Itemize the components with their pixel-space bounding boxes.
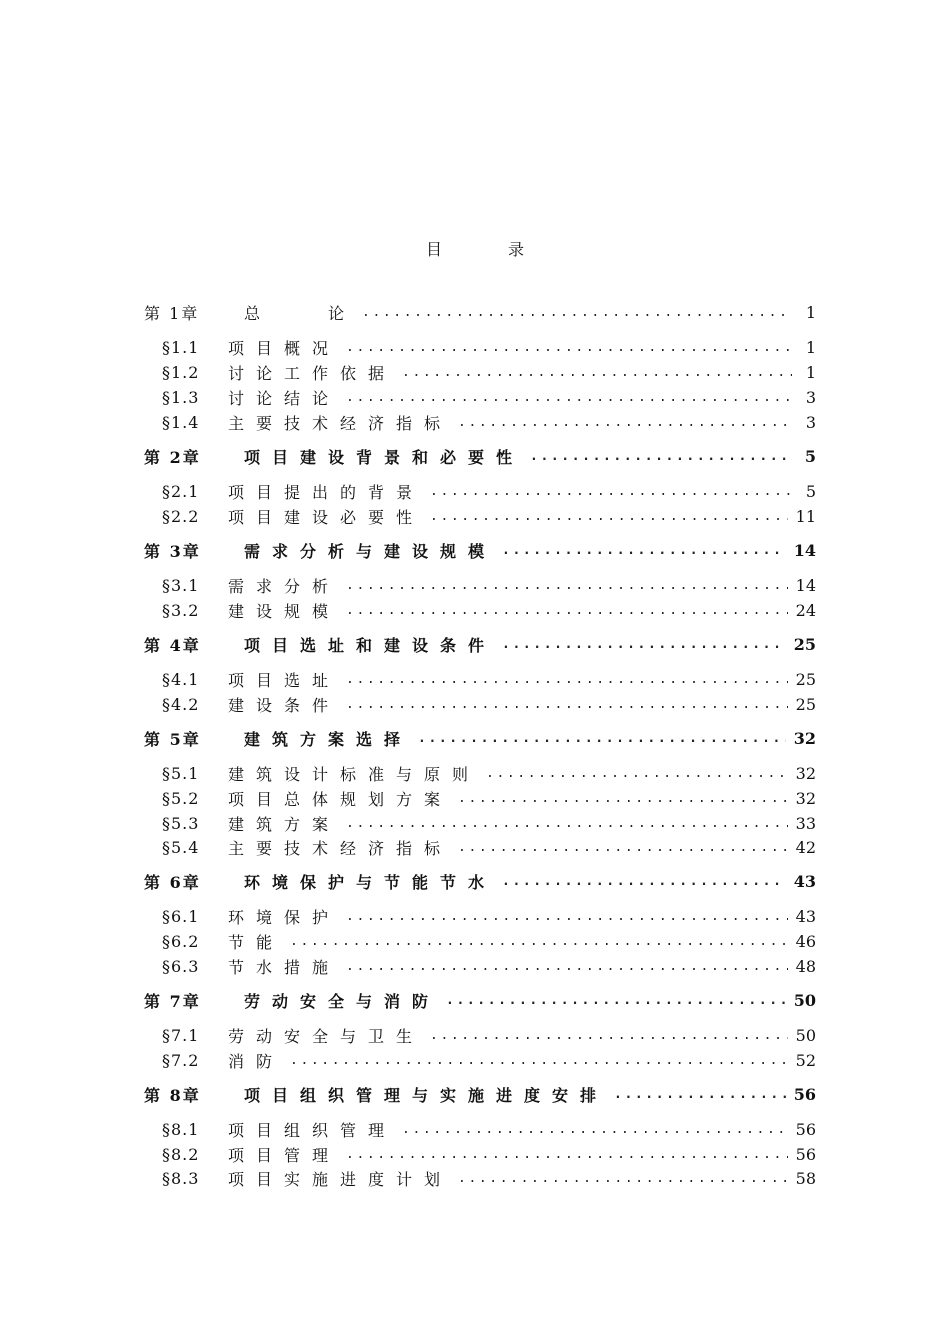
toc-section-row[interactable] [162, 1048, 816, 1072]
toc-section-row[interactable] [162, 385, 816, 409]
section-title: 讨论工作依据 [228, 363, 397, 383]
toc-section-row[interactable] [162, 786, 816, 810]
page-number: 32 [795, 788, 816, 808]
toc-section-row[interactable] [162, 904, 816, 928]
section-number: §1.4 [162, 412, 200, 432]
page-number: 3 [805, 387, 816, 407]
section-number: §1.1 [162, 337, 200, 357]
section-number: §6.1 [162, 906, 200, 926]
dot-leader [458, 791, 788, 806]
chapter-number: 第 1章 [144, 303, 200, 323]
dot-leader [530, 449, 792, 464]
dot-leader [346, 816, 788, 831]
toc-chapter-row[interactable] [144, 869, 816, 893]
dot-leader [346, 672, 788, 687]
page-number: 43 [793, 871, 816, 891]
page-number: 56 [793, 1084, 816, 1104]
chapter-number: 第 4章 [144, 635, 201, 655]
toc-section-row[interactable] [162, 335, 816, 359]
section-title: 节水措施 [228, 957, 341, 977]
page-number: 25 [793, 634, 816, 654]
chapter-title: 环境保护与节能节水 [244, 872, 497, 892]
page-number: 1 [805, 362, 816, 382]
page-number: 52 [795, 1050, 816, 1070]
page-number: 42 [795, 837, 816, 857]
section-title: 建设规模 [228, 601, 341, 621]
dot-leader [418, 731, 786, 746]
page-number: 56 [795, 1144, 816, 1164]
page-number: 46 [795, 931, 816, 951]
toc-section-row[interactable] [162, 835, 816, 859]
toc-section-row[interactable] [162, 598, 816, 622]
page-number: 25 [795, 694, 816, 714]
page-number: 14 [793, 540, 816, 560]
toc-section-row[interactable] [162, 1023, 816, 1047]
toc-section-row[interactable] [162, 1166, 816, 1190]
page-number: 58 [795, 1168, 816, 1188]
dot-leader [430, 1028, 788, 1043]
section-title: 需求分析 [228, 576, 341, 596]
dot-leader [346, 603, 788, 618]
chapter-number: 第 7章 [144, 991, 201, 1011]
toc-chapter-row[interactable] [144, 726, 816, 750]
section-title: 建筑设计标准与原则 [228, 764, 481, 784]
dot-leader [346, 697, 788, 712]
page-number: 14 [795, 575, 816, 595]
section-number: §1.3 [162, 387, 200, 407]
page-number: 43 [795, 906, 816, 926]
chapter-title: 项目组织管理与实施进度安排 [244, 1085, 609, 1105]
page-number: 48 [795, 956, 816, 976]
section-title: 建筑方案 [228, 814, 341, 834]
page-number: 32 [795, 763, 816, 783]
page-number: 3 [805, 412, 816, 432]
section-title: 节能 [228, 932, 285, 952]
section-number: §5.3 [162, 813, 200, 833]
section-title: 项目概况 [228, 338, 341, 358]
dot-leader [402, 365, 792, 380]
section-title: 项目建设必要性 [228, 507, 425, 527]
section-title: 项目提出的背景 [228, 482, 425, 502]
section-number: §6.2 [162, 931, 200, 951]
page-number: 33 [795, 813, 816, 833]
toc-chapter-row[interactable] [144, 632, 816, 656]
toc-chapter-row[interactable] [144, 1082, 816, 1106]
section-title: 劳动安全与卫生 [228, 1026, 425, 1046]
toc-section-row[interactable] [162, 811, 816, 835]
toc-section-row[interactable] [162, 479, 816, 503]
toc-section-row[interactable] [162, 954, 816, 978]
page-title [0, 237, 950, 260]
section-title: 讨论结论 [228, 388, 341, 408]
toc-section-row[interactable] [162, 761, 816, 785]
dot-leader [290, 934, 788, 949]
dot-leader [362, 305, 792, 320]
toc-section-row[interactable] [162, 1142, 816, 1166]
toc-chapter-row[interactable] [144, 988, 816, 1012]
section-number: §5.1 [162, 763, 200, 783]
dot-leader [346, 1147, 788, 1162]
section-number: §2.2 [162, 506, 200, 526]
page-number: 1 [805, 337, 816, 357]
dot-leader [346, 340, 792, 355]
dot-leader [458, 1171, 788, 1186]
chapter-title: 需求分析与建设规模 [244, 541, 497, 561]
section-number: §3.1 [162, 575, 200, 595]
toc-section-row[interactable] [162, 573, 816, 597]
chapter-number: 第 5章 [144, 729, 201, 749]
page-number: 11 [795, 506, 816, 526]
chapter-number: 第 8章 [144, 1085, 201, 1105]
toc-chapter-row[interactable] [144, 444, 816, 468]
section-number: §2.1 [162, 481, 200, 501]
dot-leader [458, 415, 792, 430]
section-number: §8.3 [162, 1168, 200, 1188]
dot-leader [502, 543, 786, 558]
toc-section-row[interactable] [162, 504, 816, 528]
dot-leader [346, 578, 788, 593]
dot-leader [430, 484, 792, 499]
chapter-title: 建筑方案选择 [244, 729, 413, 749]
chapter-number: 第 3章 [144, 541, 201, 561]
section-number: §5.4 [162, 837, 200, 857]
toc-chapter-row[interactable] [144, 300, 816, 324]
section-number: §4.1 [162, 669, 200, 689]
dot-leader [290, 1053, 788, 1068]
dot-leader [614, 1087, 786, 1102]
toc-section-row[interactable] [162, 692, 816, 716]
page-number: 56 [795, 1119, 816, 1139]
section-title: 项目实施进度计划 [228, 1169, 453, 1189]
page-number: 50 [795, 1025, 816, 1045]
chapter-number: 第 6章 [144, 872, 201, 892]
section-title: 项目管理 [228, 1145, 341, 1165]
toc-section-row[interactable] [162, 410, 816, 434]
page-number: 32 [793, 728, 816, 748]
page-number: 24 [795, 600, 816, 620]
dot-leader [430, 509, 788, 524]
dot-leader [402, 1122, 788, 1137]
toc-section-row[interactable] [162, 929, 816, 953]
dot-leader [346, 909, 788, 924]
section-title: 建设条件 [228, 695, 341, 715]
page-number: 5 [805, 481, 816, 501]
title-char-1: 目 [425, 240, 442, 259]
dot-leader [346, 959, 788, 974]
page-number: 5 [804, 446, 816, 466]
section-title: 主要技术经济指标 [228, 413, 453, 433]
dot-leader [502, 874, 786, 889]
section-title: 项目组织管理 [228, 1120, 397, 1140]
section-number: §7.1 [162, 1025, 200, 1045]
section-number: §6.3 [162, 956, 200, 976]
section-number: §3.2 [162, 600, 200, 620]
section-number: §8.2 [162, 1144, 200, 1164]
section-number: §1.2 [162, 362, 200, 382]
section-title: 环境保护 [228, 907, 341, 927]
chapter-number: 第 2章 [144, 447, 201, 467]
section-title: 项目总体规划方案 [228, 789, 453, 809]
toc-section-row[interactable] [162, 1117, 816, 1141]
title-char-2: 录 [508, 240, 525, 259]
section-number: §8.1 [162, 1119, 200, 1139]
section-title: 项目选址 [228, 670, 341, 690]
dot-leader [458, 840, 788, 855]
dot-leader [346, 390, 792, 405]
section-number: §4.2 [162, 694, 200, 714]
toc-chapter-row[interactable] [144, 538, 816, 562]
dot-leader [502, 637, 786, 652]
dot-leader [486, 766, 788, 781]
chapter-title: 项目选址和建设条件 [244, 635, 497, 655]
section-title: 主要技术经济指标 [228, 838, 453, 858]
section-number: §7.2 [162, 1050, 200, 1070]
section-title: 消防 [228, 1051, 285, 1071]
toc-section-row[interactable] [162, 667, 816, 691]
section-number: §5.2 [162, 788, 200, 808]
page-number: 25 [795, 669, 816, 689]
page-number: 1 [805, 302, 816, 322]
page-number: 50 [793, 990, 816, 1010]
toc-section-row[interactable] [162, 360, 816, 384]
dot-leader [446, 993, 786, 1008]
chapter-title: 劳动安全与消防 [244, 991, 441, 1011]
chapter-title: 项目建设背景和必要性 [244, 447, 525, 467]
chapter-title: 总 论 [244, 303, 357, 323]
